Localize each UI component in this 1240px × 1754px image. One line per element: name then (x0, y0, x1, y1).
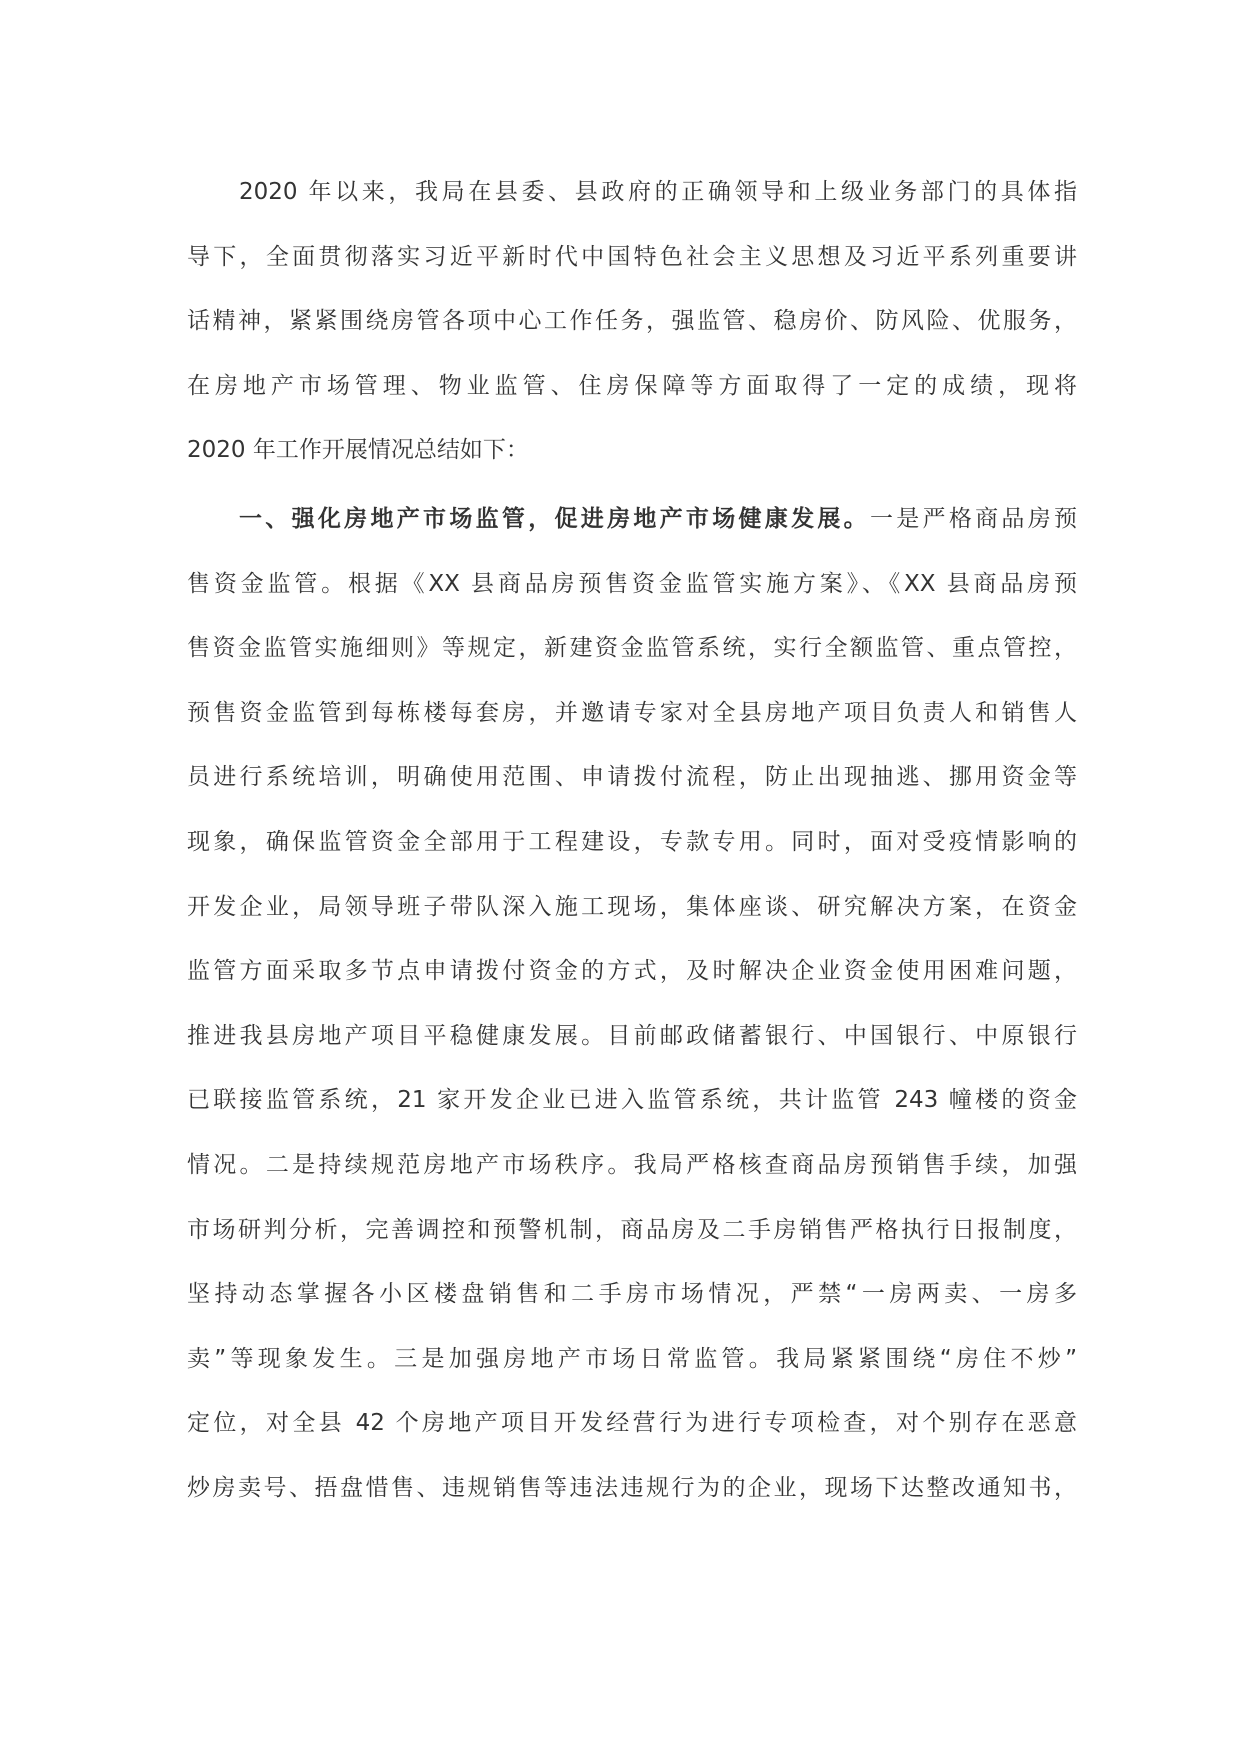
section-heading-rest: 一是严格商品房预 (869, 505, 1078, 532)
paragraph-2-line-5: 员进行系统培训，明确使用范围、申请拨付流程，防止出现抽逃、挪用资金等 (187, 764, 1077, 791)
paragraph-2-line-9: 推进我县房地产项目平稳健康发展。目前邮政储蓄银行、中国银行、中原银行 (187, 1022, 1077, 1049)
paragraph-2-line-13: 坚持动态掌握各小区楼盘销售和二手房市场情况，严禁“一房两卖、一房多 (187, 1281, 1077, 1308)
paragraph-2-line-15: 定位，对全县 42 个房地产项目开发经营行为进行专项检查，对个别存在恶意 (187, 1410, 1077, 1437)
paragraph-1-line-4: 在房地产市场管理、物业监管、住房保障等方面取得了一定的成绩，现将 (187, 372, 1077, 399)
paragraph-2-line-7: 开发企业，局领导班子带队深入施工现场，集体座谈、研究解决方案，在资金 (187, 893, 1077, 920)
document-body (187, 170, 1077, 1530)
paragraph-2-line-1 (187, 497, 1077, 562)
paragraph-2-line-6: 现象，确保监管资金全部用于工程建设，专款专用。同时，面对受疫情影响的 (187, 828, 1077, 855)
paragraph-2-line-4: 预售资金监管到每栋楼每套房，并邀请专家对全县房地产项目负责人和销售人 (187, 699, 1077, 726)
paragraph-1-line-5: 2020 年工作开展情况总结如下： (187, 437, 529, 464)
paragraph-1-line-1: 2020 年以来，我局在县委、县政府的正确领导和上级业务部门的具体指 (239, 179, 1077, 205)
paragraph-2-line-2: 售资金监管。根据《XX 县商品房预售资金监管实施方案》、《XX 县商品房预 (187, 570, 1077, 597)
paragraph-2-line-11: 情况。二是持续规范房地产市场秩序。我局严格核查商品房预销售手续，加强 (187, 1151, 1077, 1178)
paragraph-2-line-8: 监管方面采取多节点申请拨付资金的方式，及时解决企业资金使用困难问题， (187, 958, 1077, 985)
paragraph-1-line-3: 话精神，紧紧围绕房管各项中心工作任务，强监管、稳房价、防风险、优服务， (187, 308, 1077, 335)
paragraph-2-line-10: 已联接监管系统，21 家开发企业已进入监管系统，共计监管 243 幢楼的资金 (187, 1087, 1077, 1114)
paragraph-2-line-14: 卖”等现象发生。三是加强房地产市场日常监管。我局紧紧围绕“房住不炒” (187, 1345, 1077, 1372)
section-heading: 一、强化房地产市场监管，促进房地产市场健康发展。 (239, 505, 870, 532)
paragraph-2-line-16: 炒房卖号、捂盘惜售、违规销售等违法违规行为的企业，现场下达整改通知书， (187, 1474, 1077, 1501)
paragraph-1-line-2: 导下，全面贯彻落实习近平新时代中国特色社会主义思想及习近平系列重要讲 (187, 243, 1077, 270)
paragraph-2-line-3: 售资金监管实施细则》等规定，新建资金监管系统，实行全额监管、重点管控， (187, 635, 1077, 662)
paragraph-2-line-12: 市场研判分析，完善调控和预警机制，商品房及二手房销售严格执行日报制度， (187, 1216, 1077, 1243)
